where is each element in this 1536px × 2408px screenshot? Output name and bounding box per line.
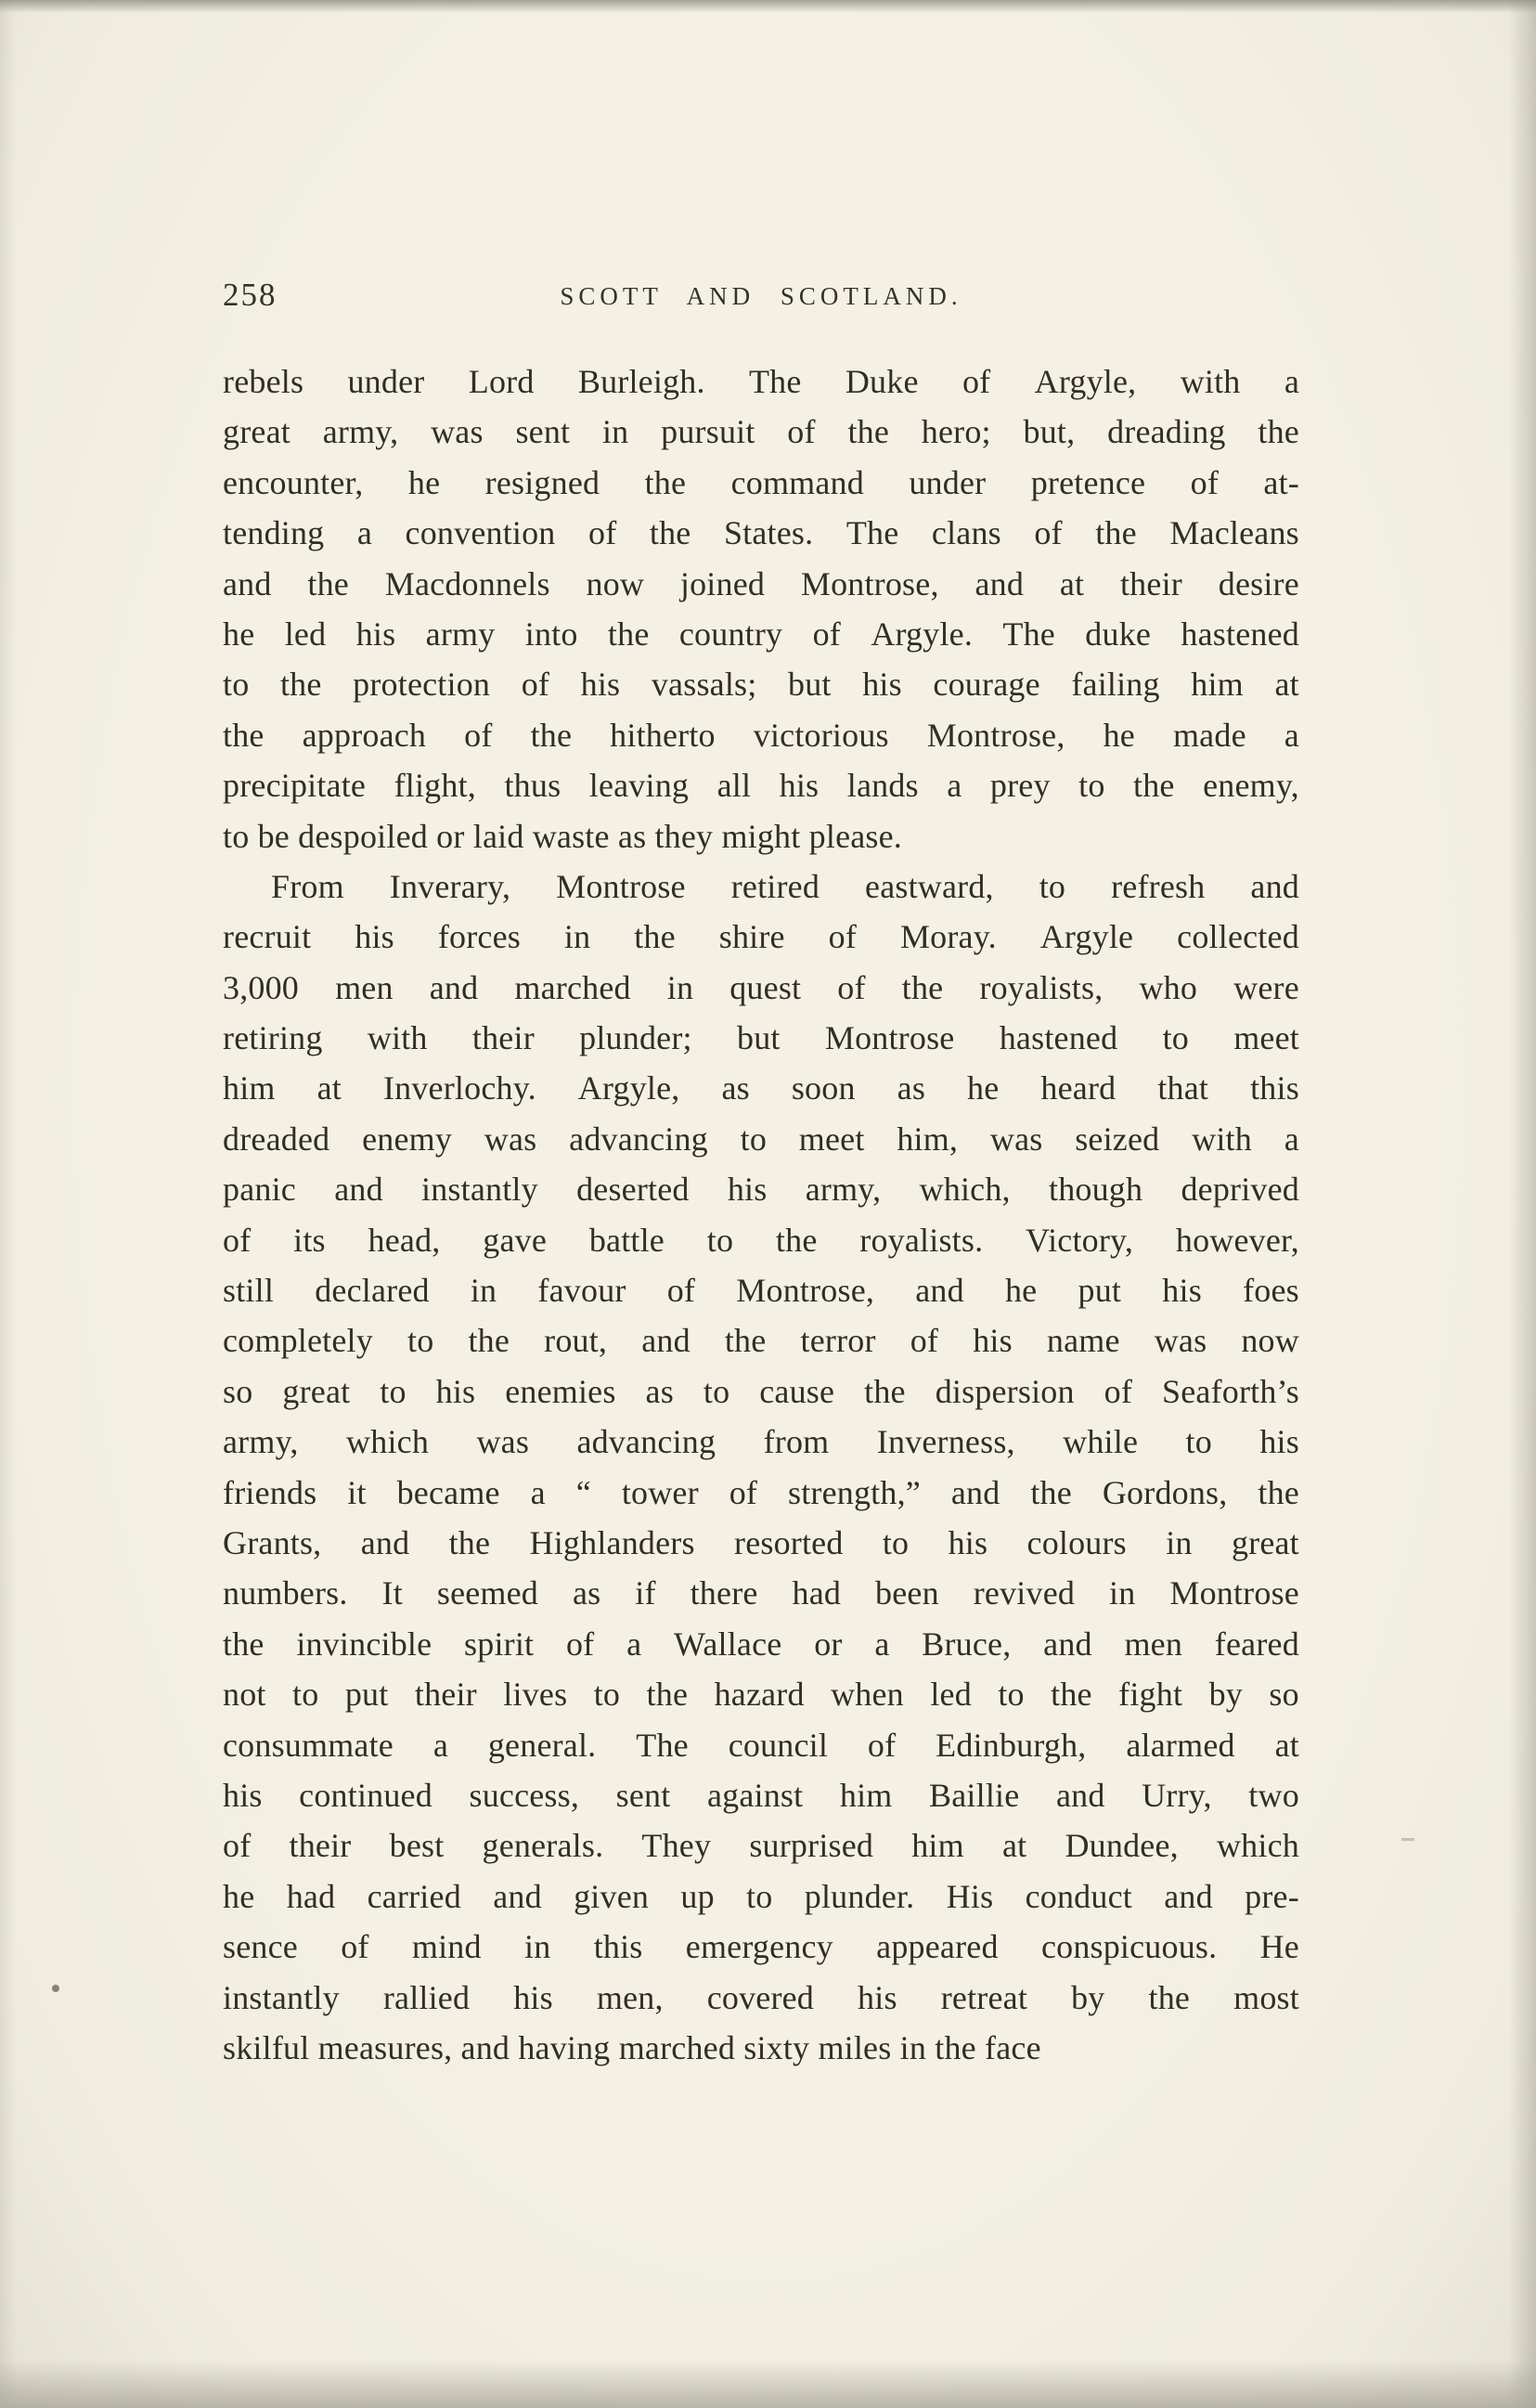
text-line: precipitate flight, thus leaving all his lands a prey to the enemy, [223,767,1299,805]
text-line: him at Inverlochy. Argyle, as soon as he heard that this [223,1069,1299,1107]
text-line: consummate a general. The council of Edinburgh, alarmed at [223,1726,1299,1764]
text-line: retiring with their plunder; but Montrose hastened to meet [223,1019,1299,1057]
text-line: 3,000 men and marched in quest of the royalists, who were [223,968,1299,1006]
text-line: still declared in favour of Montrose, and he put his foes [223,1272,1299,1310]
text-line: army, which was advancing from Inverness, while to his [223,1423,1299,1461]
text-line: so great to his enemies as to cause the dispersion of Seaforth’s [223,1372,1299,1410]
text-line: completely to the rout, and the terror of his name was now [223,1322,1299,1360]
text-line: sence of mind in this emergency appeared conspicuous. He [223,1928,1299,1966]
text-line: to be despoiled or laid waste as they might please. [223,817,903,855]
text-line: rebels under Lord Burleigh. The Duke of Argyle, with a [223,363,1299,400]
text-line: the approach of the hitherto victorious Montrose, he made a [223,716,1299,754]
text-line: instantly rallied his men, covered his retreat by the most [223,1978,1299,2016]
text-line: dreaded enemy was advancing to meet him, was seized with a [223,1120,1299,1158]
text-line: tending a convention of the States. The clans of the Macleans [223,514,1299,552]
text-line: Grants, and the Highlanders resorted to his colours in great [223,1523,1299,1561]
running-title: SCOTT AND SCOTLAND. [560,282,962,310]
text-line: not to put their lives to the hazard when led to the fight by so [223,1676,1299,1714]
text-line: great army, was sent in pursuit of the hero; but, dreading the [223,413,1299,451]
text-line: and the Macdonnels now joined Montrose, and at their desire [223,564,1299,602]
text-line: the invincible spirit of a Wallace or a Bruce, and men feared [223,1625,1299,1663]
margin-speck-artifact [52,1985,59,1992]
text-line: panic and instantly deserted his army, which, though deprived [223,1171,1299,1209]
text-line: From Inverary, Montrose retired eastward, to refresh and [271,867,1299,905]
text-line: his continued success, sent against him Baillie and Urry, two [223,1776,1299,1814]
page-number: 258 [223,277,278,313]
text-line: of their best generals. They surprised him at Dundee, which [223,1827,1299,1865]
text-line: friends it became a “ tower of strength,” and the Gordons, the [223,1473,1299,1511]
text-line: recruit his forces in the shire of Moray. Argyle collected [223,918,1299,956]
text-line: to the protection of his vassals; but his courage failing him at [223,666,1299,704]
text-line: he led his army into the country of Argyle. The duke hastened [223,615,1299,653]
page-header [223,277,1299,319]
text-line: numbers. It seemed as if there had been revived in Montrose [223,1574,1299,1612]
text-line: encounter, he resigned the command under pretence of at- [223,463,1299,501]
text-line: he had carried and given up to plunder. His conduct and pre- [223,1877,1299,1915]
margin-dash-artifact [1401,1838,1414,1841]
text-block [223,356,1299,2073]
text-line: of its head, gave battle to the royalists. Victory, however, [223,1221,1299,1259]
text-line: skilful measures, and having marched sixty miles in the face [223,2028,1041,2066]
